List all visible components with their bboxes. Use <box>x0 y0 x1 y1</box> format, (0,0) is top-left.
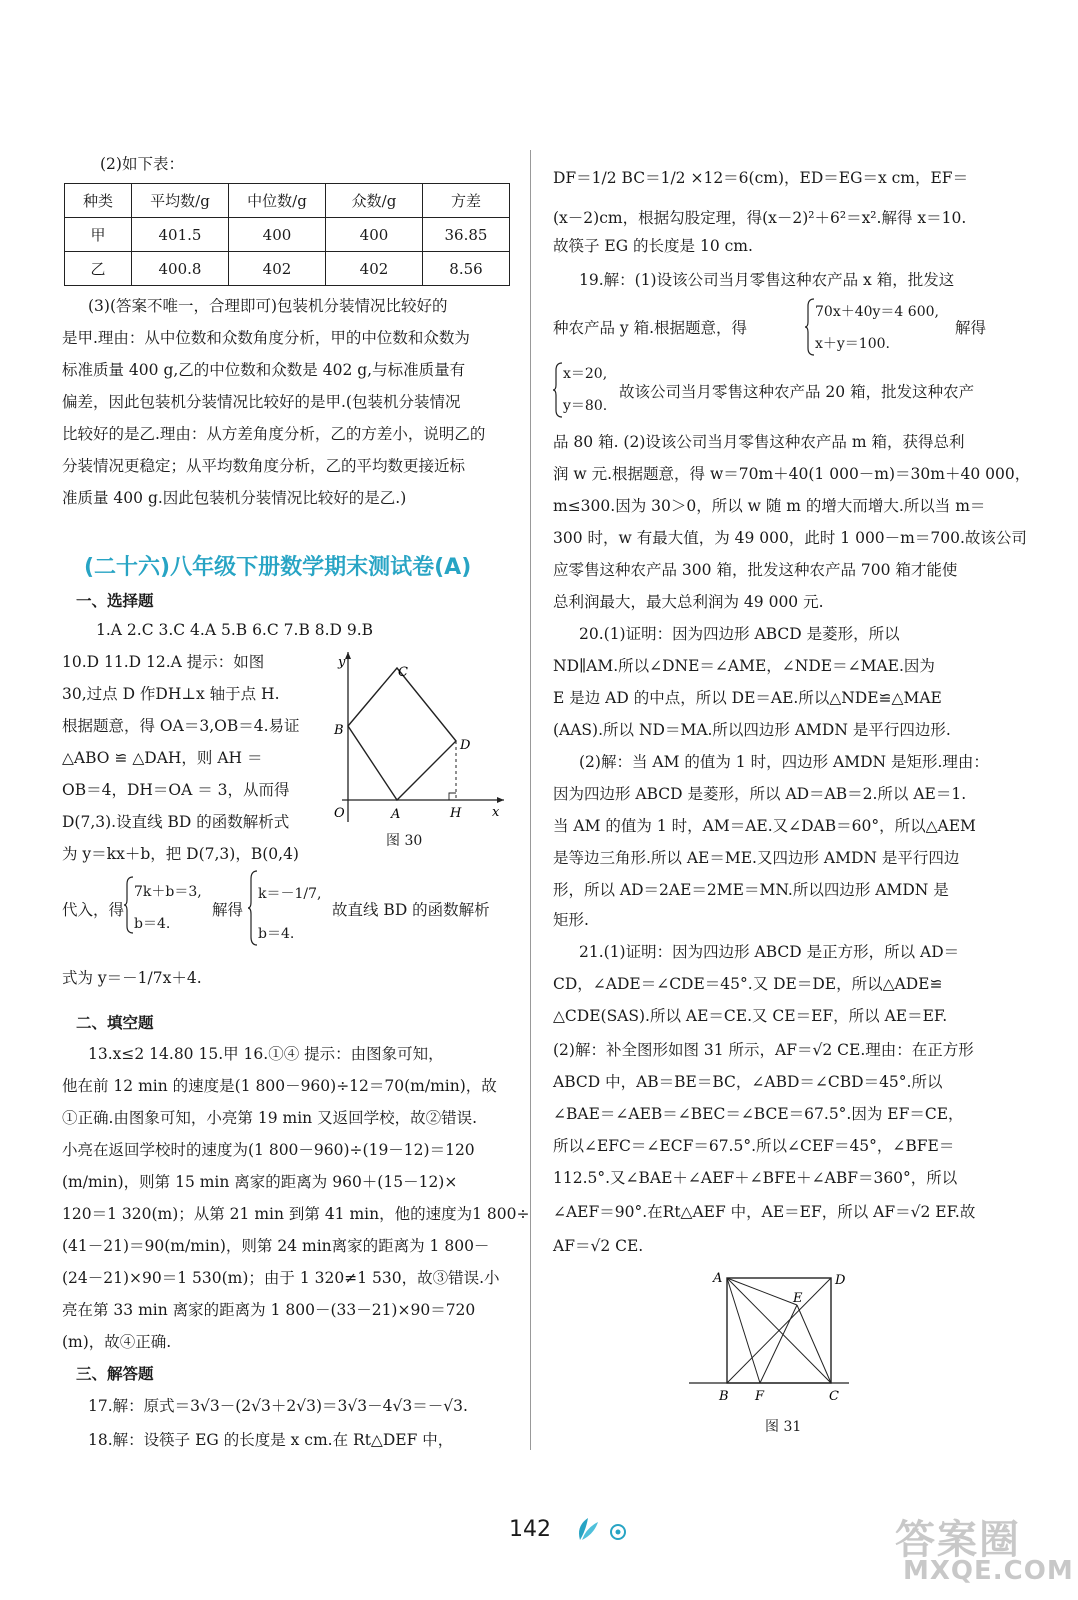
left-brace-icon <box>553 362 563 418</box>
table-cell: 乙 <box>65 252 132 286</box>
figure-label: y <box>338 655 346 670</box>
table-cell: 400.8 <box>132 252 229 286</box>
text-line: 偏差，因此包装机分装情况比较好的是甲.(包装机分装情况 <box>62 393 461 411</box>
leaf-swirl-icon <box>572 1512 634 1544</box>
text-line: OB＝4，DH＝OA ＝ 3，从而得 <box>62 781 290 799</box>
table-cell: 甲 <box>65 218 132 252</box>
figure-label: C <box>398 665 408 680</box>
equation: x＝20, <box>563 366 608 382</box>
table-cell: 402 <box>326 252 423 286</box>
watermark-text: 答案圈 <box>895 1517 1021 1563</box>
table-row <box>65 218 510 252</box>
text-line: 他在前 12 min 的速度是(1 800－960)÷12＝70(m/min)，故 <box>62 1077 497 1095</box>
table-cell: 401.5 <box>132 218 229 252</box>
figure-label: A <box>391 807 401 822</box>
text-line: 故筷子 EG 的长度是 10 cm. <box>553 237 753 255</box>
text-line: ∠BAE＝∠AEB＝∠BEC＝∠BCE＝67.5°.因为 EF＝CE， <box>553 1105 964 1123</box>
equation: 70x＋40y＝4 600, <box>815 304 939 320</box>
text-line: 润 w 元.根据题意，得 w＝70m＋40(1 000－m)＝30m＋40 000， <box>553 465 1031 483</box>
table-cell: 400 <box>326 218 423 252</box>
text-line: (2)解：当 AM 的值为 1 时，四边形 AMDN 是矩形.理由： <box>579 753 989 771</box>
figure-label: B <box>334 723 344 738</box>
column-divider <box>530 150 531 1450</box>
equation: y＝80. <box>563 398 608 414</box>
equation: 7k＋b＝3, <box>134 884 202 900</box>
text-line: 式为 y＝－1/7x＋4. <box>62 969 202 987</box>
table-cell: 8.56 <box>423 252 510 286</box>
figure-31-square-diagram <box>689 1268 869 1408</box>
text-line: (3)(答案不唯一，合理即可)包装机分装情况比较好的 <box>88 297 448 315</box>
table-header-cell: 中位数/g <box>229 184 326 218</box>
text-line: 是等边三角形.所以 AE＝ME.又四边形 AMDN 是平行四边 <box>553 849 960 867</box>
text-line: 故该公司当月零售这种农产品 20 箱，批发这种农产 <box>619 383 975 401</box>
text-line: 300 时，w 有最大值，为 49 000，此时 1 000－m＝700.故该公司 <box>553 529 1027 547</box>
page-number: 142 <box>509 1517 551 1542</box>
table-header-cell: 方差 <box>423 184 510 218</box>
text-line: 种农产品 y 箱.根据题意，得 <box>553 319 748 337</box>
text-line: 10.D 11.D 12.A 提示：如图 <box>62 653 265 671</box>
text-line: 当 AM 的值为 1 时，AM＝AE.又∠DAB＝60°，所以△AEM <box>553 817 976 835</box>
text-line: 因为四边形 ABCD 是菱形，所以 AD＝AB＝2.所以 AE＝1. <box>553 785 967 803</box>
text-line: △CDE(SAS).所以 AE＝CE.又 CE＝EF，所以 AE＝EF. <box>553 1007 948 1025</box>
equation: b＝4. <box>258 926 295 942</box>
text-line: 总利润最大，最大总利润为 49 000 元. <box>553 593 824 611</box>
text-line: 19.解：(1)设该公司当月零售这种农产品 x 箱，批发这 <box>579 271 955 289</box>
text-line: ①正确.由图象可知，小亮第 19 min 又返回学校，故②错误. <box>62 1109 477 1127</box>
table-cell: 36.85 <box>423 218 510 252</box>
text-line: 17.解：原式＝3√3－(2√3＋2√3)＝3√3－4√3＝－√3. <box>88 1397 468 1415</box>
equation: b＝4. <box>134 916 171 932</box>
watermark <box>895 1508 1074 1586</box>
text-line: 21.(1)证明：因为四边形 ABCD 是正方形，所以 AD＝ <box>579 943 960 961</box>
text-line: 代入，得 <box>62 901 125 919</box>
text-line: AF＝√2 CE. <box>553 1237 644 1255</box>
table-header-cell: 平均数/g <box>132 184 229 218</box>
text-line: (2)解：补全图形如图 31 所示，AF＝√2 CE.理由：在正方形 <box>553 1041 974 1059</box>
text-line: ∠AEF＝90°.在Rt△AEF 中，AE＝EF，所以 AF＝√2 EF.故 <box>553 1203 976 1221</box>
table-header-cell: 众数/g <box>326 184 423 218</box>
text-line: 形，所以 AD＝2AE＝2ME＝MN.所以四边形 AMDN 是 <box>553 881 949 899</box>
section-heading: 一、选择题 <box>76 592 154 610</box>
text-line: 故直线 BD 的函数解析 <box>332 901 490 919</box>
text-line: 矩形. <box>553 911 589 929</box>
text-line: (2)如下表： <box>100 155 184 173</box>
left-brace-icon <box>124 876 134 934</box>
text-line: 解得 <box>212 901 244 919</box>
text-line: 根据题意，得 OA＝3,OB＝4.易证 <box>62 717 300 735</box>
section-heading: 三、解答题 <box>76 1365 154 1383</box>
text-line: 应零售这种农产品 300 箱，批发这种农产品 700 箱才能使 <box>553 561 958 579</box>
text-line: 30,过点 D 作DH⊥x 轴于点 H. <box>62 685 280 703</box>
table-cell: 402 <box>229 252 326 286</box>
figure-label: H <box>450 806 462 821</box>
figure-caption: 图 30 <box>386 833 423 849</box>
text-line: (m)，故④正确. <box>62 1333 172 1351</box>
text-line: (41－21)＝90(m/min)，则第 24 min离家的距离为 1 800－ <box>62 1237 490 1255</box>
text-line: 小亮在返回学校时的速度为(1 800－960)÷(19－12)＝120 <box>62 1141 475 1159</box>
text-line: 品 80 箱. (2)设该公司当月零售这种农产品 m 箱，获得总利 <box>553 433 965 451</box>
left-brace-icon <box>805 298 815 356</box>
text-line: (24－21)×90＝1 530(m)；由于 1 320≠1 530，故③错误.小 <box>62 1269 500 1287</box>
table-row <box>65 252 510 286</box>
table-cell: 400 <box>229 218 326 252</box>
section-heading: 二、填空题 <box>76 1014 154 1032</box>
text-line: DF＝1/2 BC＝1/2 ×12＝6(cm)，ED＝EG＝x cm，EF＝ <box>553 169 969 187</box>
text-line: 分装情况更稳定；从平均数角度分析，乙的平均数更接近标 <box>62 457 466 475</box>
figure-label: x <box>492 805 500 820</box>
equation: k＝－1/7, <box>258 886 322 902</box>
text-line: 比较好的是乙.理由：从方差角度分析，乙的方差小，说明乙的 <box>62 425 486 443</box>
figure-label: A <box>713 1271 723 1286</box>
text-line: 1.A 2.C 3.C 4.A 5.B 6.C 7.B 8.D 9.B <box>96 621 374 639</box>
text-line: (AAS).所以 ND＝MA.所以四边形 AMDN 是平行四边形. <box>553 721 951 739</box>
text-line: 13.x≤2 14.80 15.甲 16.①④ 提示：由图象可知， <box>88 1045 444 1063</box>
text-line: 亮在第 33 min 离家的距离为 1 800－(33－21)×90＝720 <box>62 1301 476 1319</box>
figure-label: B <box>719 1389 729 1404</box>
text-line: △ABO ≌ △DAH，则 AH ＝ <box>62 749 263 767</box>
figure-label: F <box>755 1389 765 1404</box>
watermark-url: MXQE.COM <box>903 1556 1074 1586</box>
text-line: 是甲.理由：从中位数和众数角度分析，甲的中位数和众数为 <box>62 329 470 347</box>
text-line: ND∥AM.所以∠DNE＝∠AME，∠NDE＝∠MAE.因为 <box>553 657 935 675</box>
figure-label: O <box>334 806 345 821</box>
text-line: 120＝1 320(m)；从第 21 min 到第 41 min，他的速度为1 800÷ <box>62 1205 530 1223</box>
equation: x＋y＝100. <box>815 336 890 352</box>
text-line: 准质量 400 g.因此包装机分装情况比较好的是乙.) <box>62 489 407 507</box>
text-line: 20.(1)证明：因为四边形 ABCD 是菱形，所以 <box>579 625 900 643</box>
figure-label: D <box>460 738 471 753</box>
text-line: CD，∠ADE＝∠CDE＝45°.又 DE＝DE，所以△ADE≌ <box>553 975 943 993</box>
stats-table <box>64 183 510 286</box>
left-brace-icon <box>248 870 258 946</box>
text-line: 为 y＝kx＋b，把 D(7,3)，B(0,4) <box>62 845 299 863</box>
text-line: ABCD 中，AB＝BE＝BC，∠ABD＝∠CBD＝45°.所以 <box>553 1073 943 1091</box>
text-line: 18.解：设筷子 EG 的长度是 x cm.在 Rt△DEF 中， <box>88 1431 454 1449</box>
text-line: (x－2)cm，根据勾股定理，得(x－2)²＋6²＝x².解得 x＝10. <box>553 209 967 227</box>
figure-label: D <box>835 1273 846 1288</box>
text-line: 所以∠EFC＝∠ECF＝67.5°.所以∠CEF＝45°，∠BFE＝ <box>553 1137 955 1155</box>
text-line: D(7,3).设直线 BD 的函数解析式 <box>62 813 290 831</box>
text-line: (m/min)，则第 15 min 离家的距离为 960＋(15－12)× <box>62 1173 458 1191</box>
figure-caption: 图 31 <box>765 1419 802 1435</box>
figure-30-coordinate-diagram <box>328 646 508 826</box>
section-title: (二十六)八年级下册数学期末测试卷(A) <box>84 555 472 580</box>
text-line: 112.5°.又∠BAE＋∠AEF＋∠BFE＋∠ABF＝360°，所以 <box>553 1169 958 1187</box>
text-line: m≤300.因为 30＞0，所以 w 随 m 的增大而增大.所以当 m＝ <box>553 497 986 515</box>
figure-label: C <box>829 1389 839 1404</box>
text-line: 标准质量 400 g,乙的中位数和众数是 402 g,与标准质量有 <box>62 361 466 379</box>
text-line: E 是边 AD 的中点，所以 DE＝AE.所以△NDE≌△MAE <box>553 689 942 707</box>
text-line: 解得 <box>955 319 987 337</box>
figure-label: E <box>793 1291 803 1306</box>
table-header-cell: 种类 <box>65 184 132 218</box>
table-header-row <box>65 184 510 218</box>
